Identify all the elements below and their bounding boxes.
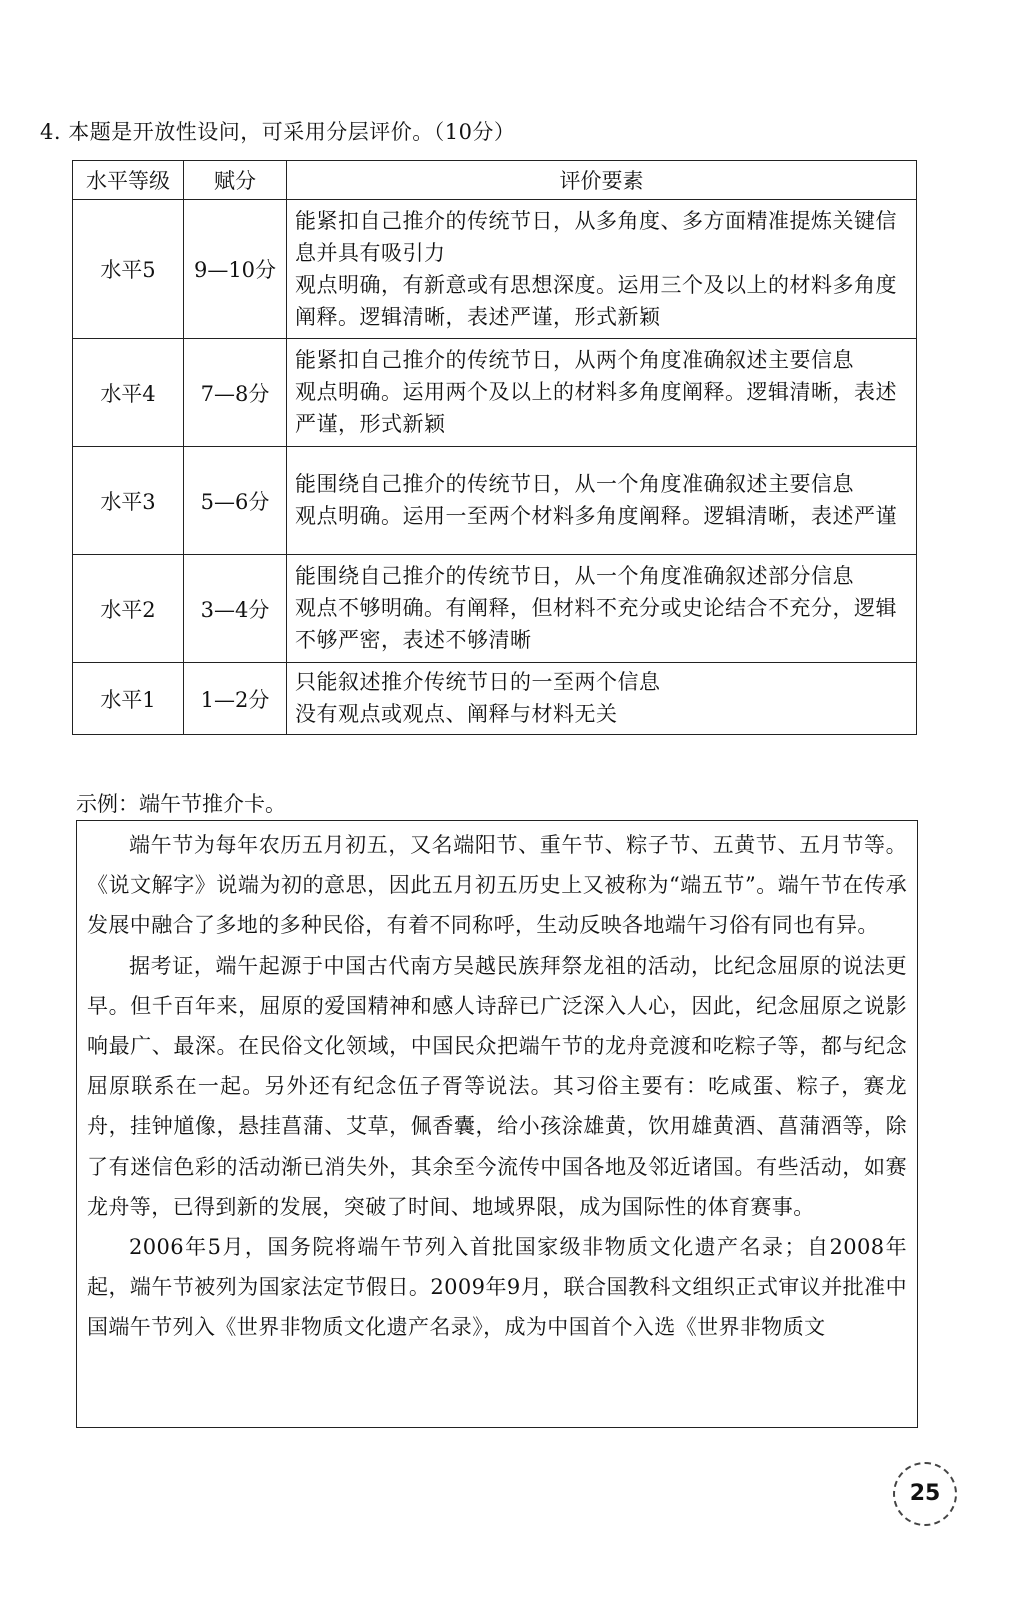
card-paragraph: 端午节为每年农历五月初五，又名端阳节、重午节、粽子节、五黄节、五月节等。《说文解字》说端为初的意思，因此五月初五历史上又被称为“端五节”。端午节在传承发展中融合了多地的多种民俗，有着不同称呼，生动反映各地端午习俗有同也有异。 bbox=[87, 833, 907, 938]
score-cell: 5—6分 bbox=[184, 447, 287, 555]
card-paragraph: 据考证，端午起源于中国古代南方吴越民族拜祭龙祖的活动，比纪念屈原的说法更早。但千百年来，屈原的爱国精神和感人诗辞已广泛深入人心，因此，纪念屈原之说影响最广、最深。在民俗文化领域，中国民众把端午节的龙舟竞渡和吃粽子等，都与纪念屈原联系在一起。另外还有纪念伍子胥等说法。其习俗主要有：吃咸蛋、粽子，赛龙舟，挂钟馗像，悬挂菖蒲、艾草，佩香囊，给小孩涂雄黄，饮用雄黄酒、菖蒲酒等，除了有迷信色彩的活动渐已消失外，其余至今流传中国各地及邻近诸国。有些活动，如赛龙舟等，已得到新的发展，突破了时间、地域界限，成为国际性的体育赛事。 bbox=[87, 953, 907, 1219]
level-cell: 水平3 bbox=[73, 447, 184, 555]
criteria-line: 观点不够明确。有阐释，但材料不充分或史论结合不充分，逻辑不够严密，表述不够清晰 bbox=[295, 596, 897, 652]
example-label: 示例：端午节推介卡。 bbox=[76, 792, 286, 816]
level-cell: 水平2 bbox=[73, 555, 184, 663]
rubric-table bbox=[72, 160, 917, 735]
criteria-line: 观点明确，有新意或有思想深度。运用三个及以上的材料多角度阐释。逻辑清晰，表述严谨，形式新颖 bbox=[295, 272, 897, 329]
criteria-line: 只能叙述推介传统节日的一至两个信息 bbox=[295, 670, 661, 694]
table-row bbox=[73, 663, 917, 735]
promo-card bbox=[76, 820, 918, 1428]
level-cell: 水平4 bbox=[73, 339, 184, 447]
criteria-line: 能紧扣自己推介的传统节日，从两个角度准确叙述主要信息 bbox=[295, 348, 854, 372]
criteria-cell bbox=[287, 200, 917, 339]
criteria-cell bbox=[287, 663, 917, 735]
score-cell: 1—2分 bbox=[184, 663, 287, 735]
card-paragraph: 2006年5月，国务院将端午节列入首批国家级非物质文化遗产名录；自2008年起，端午节被列为国家法定节假日。2009年9月，联合国教科文组织正式审议并批准中国端午节列入《世界非物质文化遗产名录》，成为中国首个入选《世界非物质文 bbox=[87, 1235, 907, 1340]
table-row bbox=[73, 339, 917, 447]
score-cell: 3—4分 bbox=[184, 555, 287, 663]
header-score: 赋分 bbox=[184, 161, 287, 200]
criteria-line: 能围绕自己推介的传统节日，从一个角度准确叙述部分信息 bbox=[295, 564, 854, 588]
criteria-line: 观点明确。运用一至两个材料多角度阐释。逻辑清晰，表述严谨 bbox=[295, 504, 897, 528]
criteria-cell bbox=[287, 447, 917, 555]
rubric-header-row bbox=[73, 161, 917, 200]
level-cell: 水平1 bbox=[73, 663, 184, 735]
score-cell: 9—10分 bbox=[184, 200, 287, 339]
criteria-line: 没有观点或观点、阐释与材料无关 bbox=[295, 702, 618, 726]
criteria-line: 能围绕自己推介的传统节日，从一个角度准确叙述主要信息 bbox=[295, 472, 854, 496]
criteria-cell bbox=[287, 339, 917, 447]
question-heading: 4. 本题是开放性设问，可采用分层评价。（10分） bbox=[40, 120, 516, 144]
table-row bbox=[73, 555, 917, 663]
criteria-line: 能紧扣自己推介的传统节日，从多角度、多方面精准提炼关键信息并具有吸引力 bbox=[295, 208, 897, 265]
table-row bbox=[73, 200, 917, 339]
page-number: 25 bbox=[893, 1462, 957, 1526]
criteria-cell bbox=[287, 555, 917, 663]
header-criteria: 评价要素 bbox=[287, 161, 917, 200]
table-row bbox=[73, 447, 917, 555]
header-level: 水平等级 bbox=[73, 161, 184, 200]
level-cell: 水平5 bbox=[73, 200, 184, 339]
score-cell: 7—8分 bbox=[184, 339, 287, 447]
criteria-line: 观点明确。运用两个及以上的材料多角度阐释。逻辑清晰，表述严谨，形式新颖 bbox=[295, 380, 897, 436]
